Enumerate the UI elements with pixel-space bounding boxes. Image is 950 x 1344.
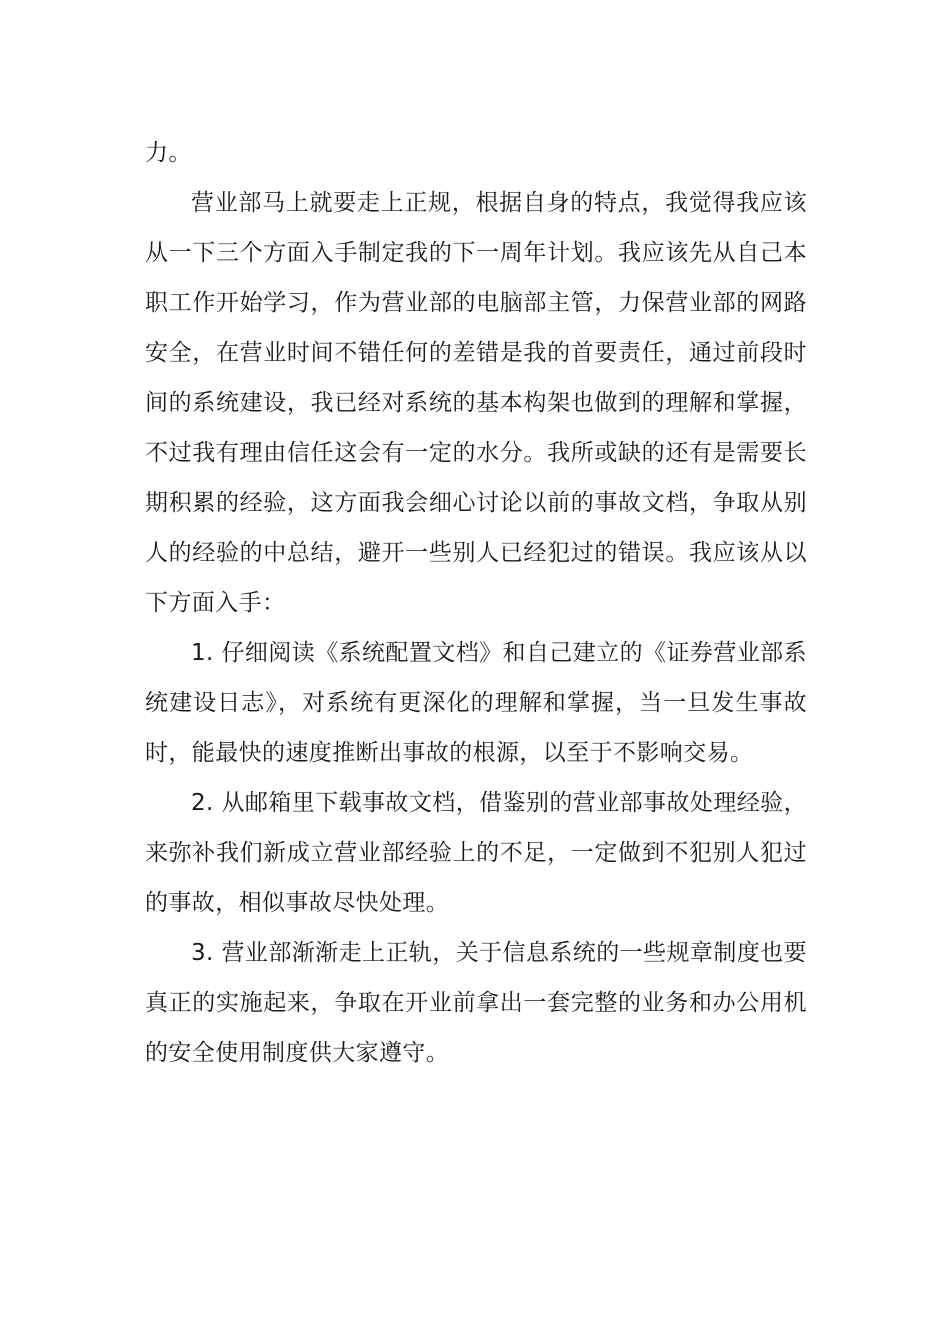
paragraph-continuation: 力。 [145, 140, 192, 166]
list-item-1: 1. 仔细阅读《系统配置文档》和自己建立的《证券营业部系统建设日志》，对系统有更深化的理解和掌握，当一旦发生事故时，能最快的速度推断出事故的根源，以至于不影响交易。 [145, 640, 807, 766]
list-item-3: 3. 营业部渐渐走上正轨，关于信息系统的一些规章制度也要真正的实施起来，争取在开业前拿出一套完整的业务和办公用机的安全使用制度供大家遵守。 [145, 940, 807, 1066]
paragraph-intro: 营业部马上就要走上正规，根据自身的特点，我觉得我应该从一下三个方面入手制定我的下一周年计划。我应该先从自己本职工作开始学习，作为营业部的电脑部主管，力保营业部的网路安全，在营业时间不错任何的差错是我的首要责任，通过前段时间的系统建设，我已经对系统的基本构架也做到的理解和掌握，不过我有理由信任这会有一定的水分。我所或缺的还有是需要长期积累的经验，这方面我会细心讨论以前的事故文档，争取从别人的经验的中总结，避开一些别人已经犯过的错误。我应该从以下方面入手： [145, 190, 807, 616]
list-item-2: 2. 从邮箱里下载事故文档，借鉴别的营业部事故处理经验，来弥补我们新成立营业部经验上的不足，一定做到不犯别人犯过的事故，相似事故尽快处理。 [145, 790, 807, 916]
document-body [145, 128, 807, 1078]
